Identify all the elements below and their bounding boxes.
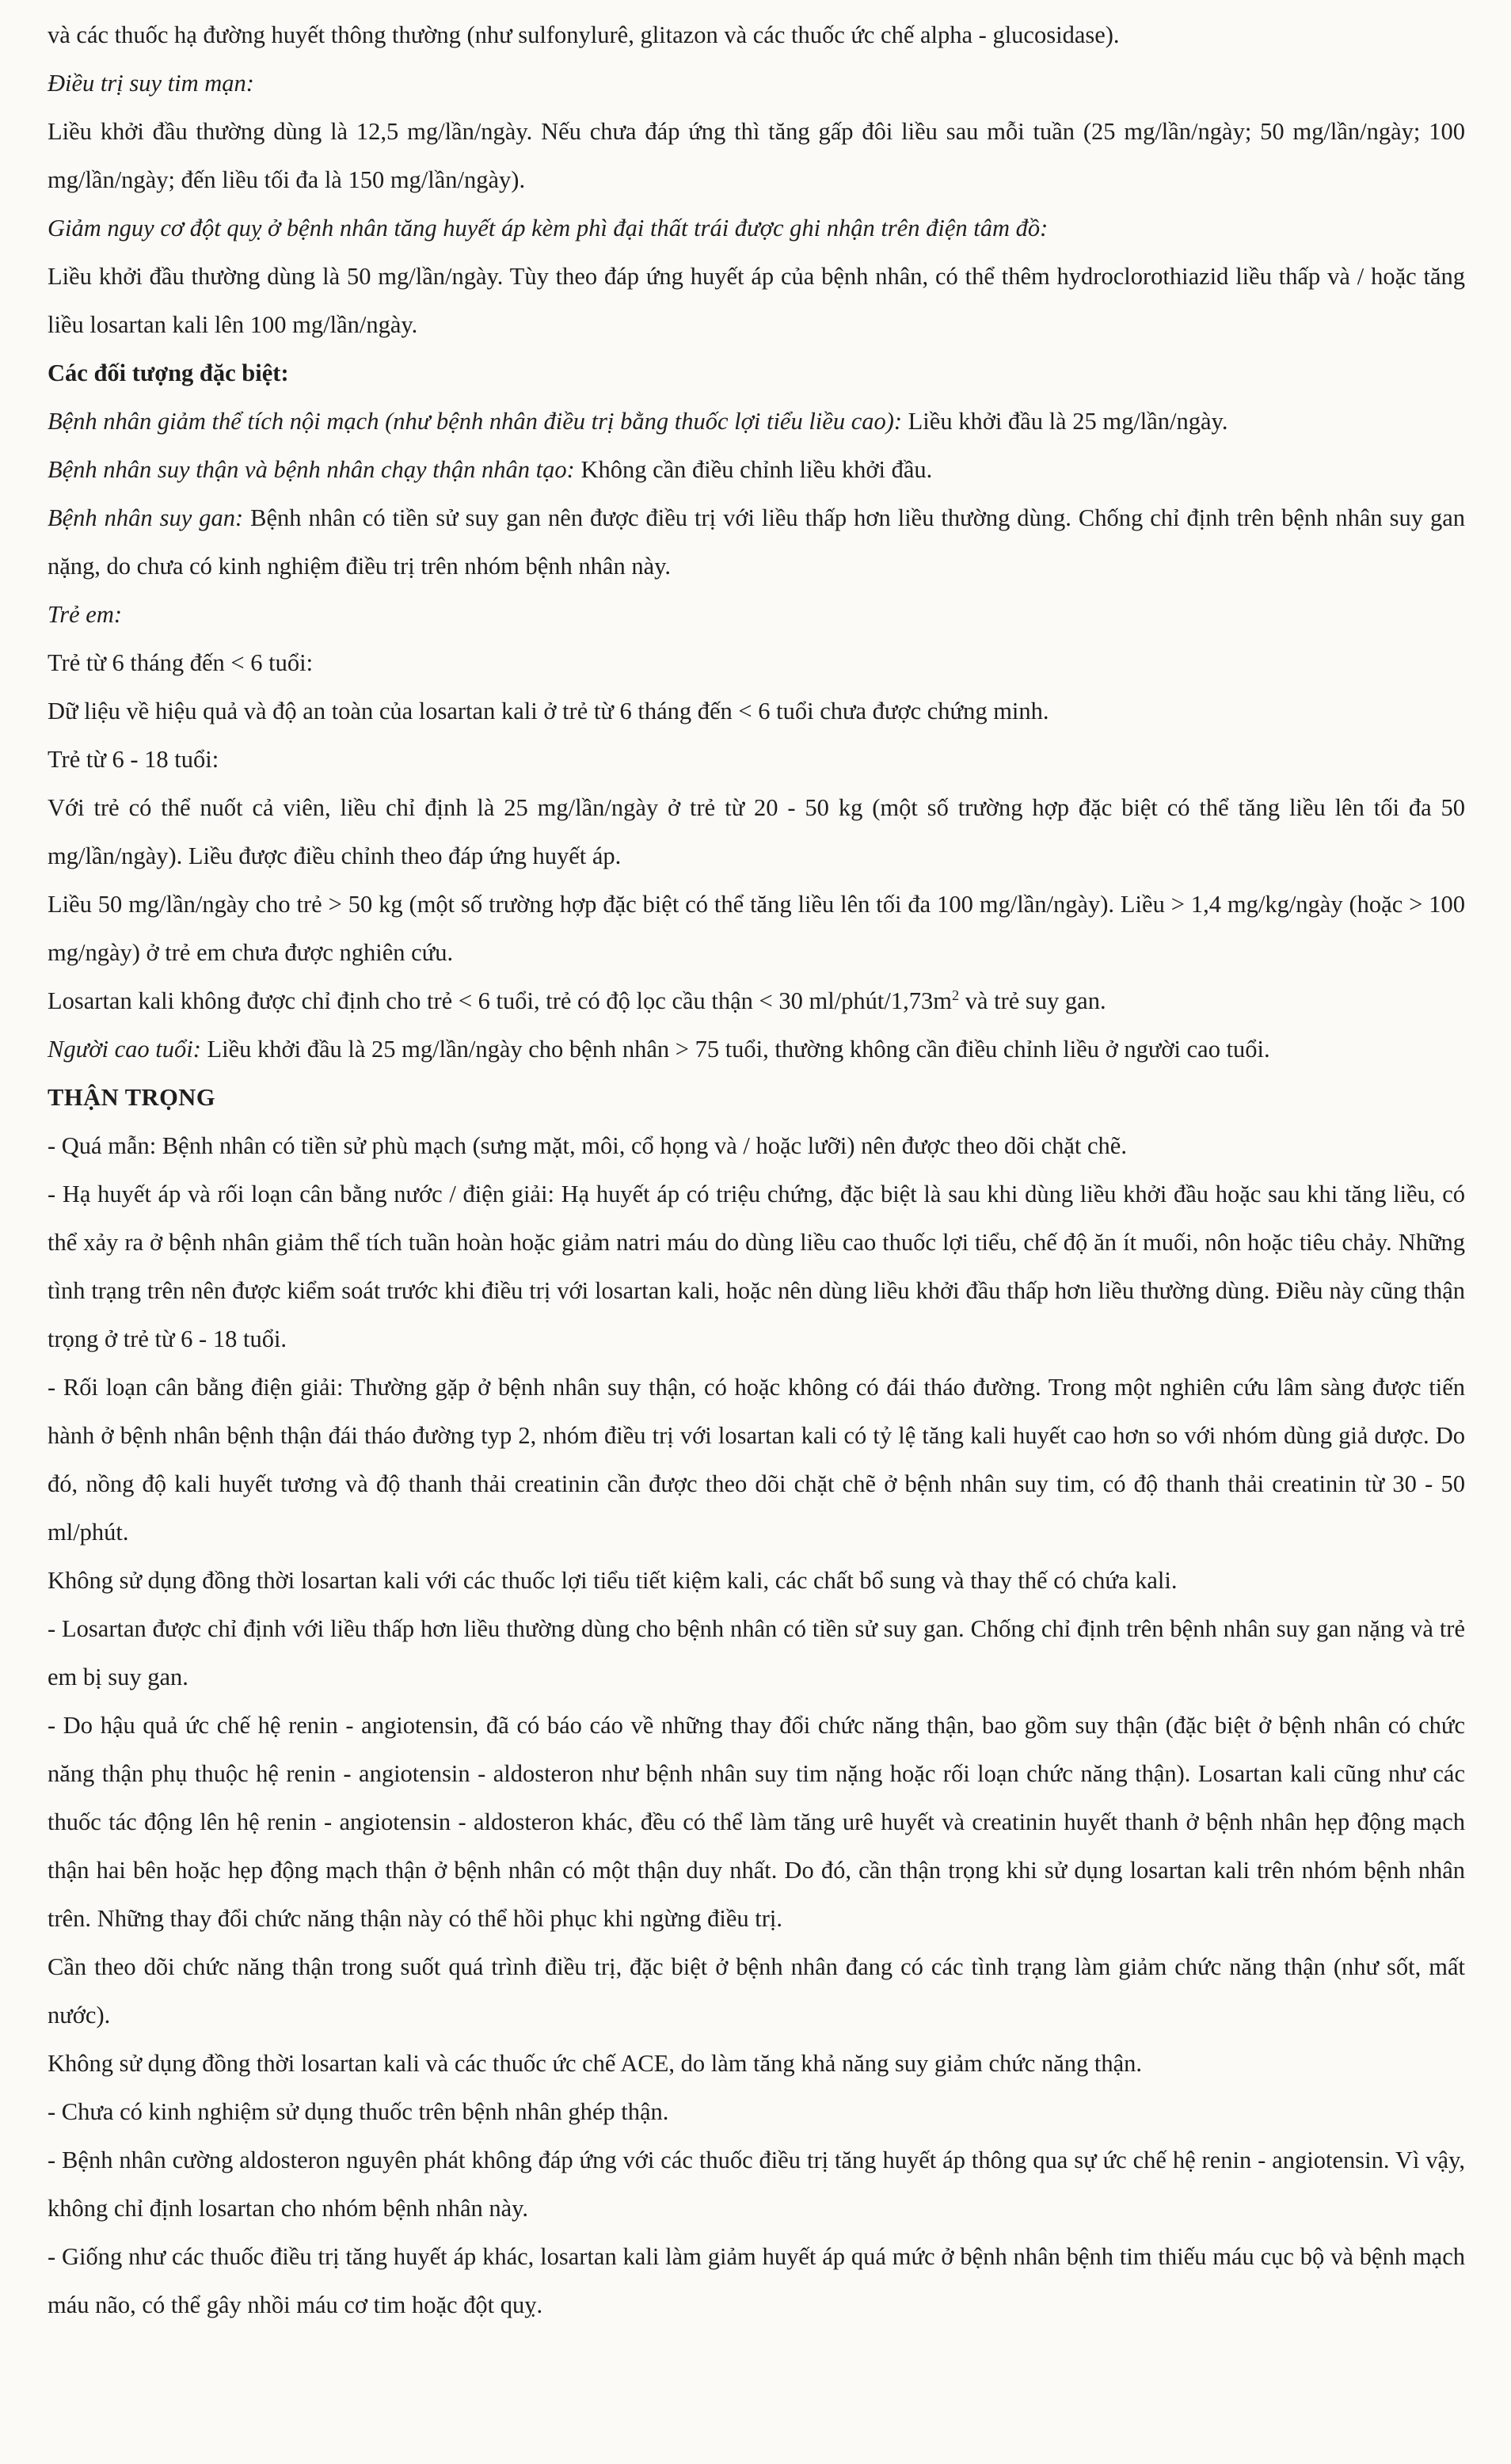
renal-impairment-label: Bệnh nhân suy thận và bệnh nhân chạy thận nhân tạo: [48,456,575,483]
caution-monitor-renal: Cần theo dõi chức năng thận trong suốt quá trình điều trị, đặc biệt ở bệnh nhân đang có các tình trạng làm giảm chức năng thận (như sốt, mất nước). [48,1953,1465,2029]
paragraph-renal-impairment [48,446,1465,494]
caution-hepatic: - Losartan được chỉ định với liều thấp hơn liều thường dùng cho bệnh nhân có tiền sử suy gan. Chống chỉ định trên bệnh nhân suy gan nặng và trẻ em bị suy gan. [48,1615,1465,1690]
children-4-text-b: và trẻ suy gan. [959,987,1106,1014]
caution-aldosteronism: - Bệnh nhân cường aldosteron nguyên phát không đáp ứng với các thuốc điều trị tăng huyết áp thông qua sự ức chế hệ renin - angiotensin. Vì vậy, không chỉ định losartan cho nhóm bệnh nhân này. [48,2146,1465,2222]
paragraph-hypoglycemic-drugs: và các thuốc hạ đường huyết thông thường (như sulfonylurê, glitazon và các thuốc ức chế alpha - glucosidase). [48,21,1120,48]
heading-special-populations: Các đối tượng đặc biệt: [48,359,289,386]
volume-depletion-text: Liều khởi đầu là 25 mg/lần/ngày. [902,408,1228,435]
paragraph-children-4 [48,977,1465,1025]
caution-electrolyte: - Rối loạn cân bằng điện giải: Thường gặp ở bệnh nhân suy thận, có hoặc không có đái tháo đường. Trong một nghiên cứu lâm sàng được tiến hành ở bệnh nhân bệnh thận đái tháo đường typ 2, nhóm điều trị với losartan kali có tỷ lệ tăng kali huyết cao hơn so với nhóm dùng giả dược. Do đó, nồng độ kali huyết tương và độ thanh thải creatinin cần được theo dõi chặt chẽ ở bệnh nhân suy tim, có độ thanh thải creatinin từ 30 - 50 ml/phút. [48,1374,1465,1546]
hepatic-impairment-label: Bệnh nhân suy gan: [48,504,244,531]
caution-kidney-transplant: - Chưa có kinh nghiệm sử dụng thuốc trên bệnh nhân ghép thận. [48,2098,669,2125]
renal-impairment-text: Không cần điều chỉnh liều khởi đầu. [574,456,933,483]
elderly-text: Liều khởi đầu là 25 mg/lần/ngày cho bệnh nhân > 75 tuổi, thường không cần điều chỉnh liều ở người cao tuổi. [200,1036,1270,1063]
paragraph-hepatic-impairment [48,494,1465,591]
caution-ischemic: - Giống như các thuốc điều trị tăng huyết áp khác, losartan kali làm giảm huyết áp quá mức ở bệnh nhân bệnh tim thiếu máu cục bộ và bệnh mạch máu não, có thể gây nhồi máu cơ tim hoặc đột quỵ. [48,2243,1465,2318]
children-4-text-a: Losartan kali không được chỉ định cho trẻ < 6 tuổi, trẻ có độ lọc cầu thận < 30 ml/phút/1,73m [48,987,952,1014]
children-age-group-1: Trẻ từ 6 tháng đến < 6 tuổi: [48,649,314,676]
heading-caution: THẬN TRỌNG [48,1084,216,1111]
elderly-label: Người cao tuổi: [48,1036,201,1063]
paragraph-heart-failure-dose: Liều khởi đầu thường dùng là 12,5 mg/lần/ngày. Nếu chưa đáp ứng thì tăng gấp đôi liều sau mỗi tuần (25 mg/lần/ngày; 50 mg/lần/ngày; 100 mg/lần/ngày; đến liều tối đa là 150 mg/lần/ngày). [48,118,1465,193]
paragraph-children-2: Với trẻ có thể nuốt cả viên, liều chỉ định là 25 mg/lần/ngày ở trẻ từ 20 - 50 kg (một số trường hợp đặc biệt có thể tăng liều lên tối đa 50 mg/lần/ngày). Liều được điều chỉnh theo đáp ứng huyết áp. [48,794,1465,869]
caution-hypersensitivity: - Quá mẫn: Bệnh nhân có tiền sử phù mạch (sưng mặt, môi, cổ họng và / hoặc lưỡi) nên được theo dõi chặt chẽ. [48,1132,1127,1159]
heading-stroke-risk: Giảm nguy cơ đột quỵ ở bệnh nhân tăng huyết áp kèm phì đại thất trái được ghi nhận trên điện tâm đồ: [48,215,1049,241]
heading-children: Trẻ em: [48,601,123,628]
paragraph-children-3: Liều 50 mg/lần/ngày cho trẻ > 50 kg (một số trường hợp đặc biệt có thể tăng liều lên tối đa 100 mg/lần/ngày). Liều > 1,4 mg/kg/ngày (hoặc > 100 mg/ngày) ở trẻ em chưa được nghiên cứu. [48,891,1465,966]
caution-ace-inhibitors: Không sử dụng đồng thời losartan kali và các thuốc ức chế ACE, do làm tăng khả năng suy giảm chức năng thận. [48,2050,1142,2077]
volume-depletion-label: Bệnh nhân giảm thể tích nội mạch (như bệnh nhân điều trị bằng thuốc lợi tiểu liều cao): [48,408,903,435]
caution-potassium-sparing: Không sử dụng đồng thời losartan kali với các thuốc lợi tiểu tiết kiệm kali, các chất bổ sung và thay thế có chứa kali. [48,1567,1178,1594]
caution-hypotension: - Hạ huyết áp và rối loạn cân bằng nước / điện giải: Hạ huyết áp có triệu chứng, đặc biệt là sau khi dùng liều khởi đầu hoặc sau khi tăng liều, có thể xảy ra ở bệnh nhân giảm thể tích tuần hoàn hoặc giảm natri máu do dùng liều cao thuốc lợi tiểu, chế độ ăn ít muối, nôn hoặc tiêu chảy. Những tình trạng trên nên được kiểm soát trước khi điều trị với losartan kali, hoặc nên dùng liều khởi đầu thấp hơn liều thường dùng. Điều này cũng thận trọng ở trẻ từ 6 - 18 tuổi. [48,1181,1465,1352]
paragraph-elderly [48,1025,1465,1074]
paragraph-stroke-risk-dose: Liều khởi đầu thường dùng là 50 mg/lần/ngày. Tùy theo đáp ứng huyết áp của bệnh nhân, có thể thêm hydroclorothiazid liều thấp và / hoặc tăng liều losartan kali lên 100 mg/lần/ngày. [48,263,1465,338]
children-age-group-2: Trẻ từ 6 - 18 tuổi: [48,746,219,773]
heading-heart-failure: Điều trị suy tim mạn: [48,70,254,97]
superscript-2: 2 [951,987,960,1003]
paragraph-volume-depletion [48,397,1465,446]
caution-renal-function: - Do hậu quả ức chế hệ renin - angiotensin, đã có báo cáo về những thay đổi chức năng thận, bao gồm suy thận (đặc biệt ở bệnh nhân có chức năng thận phụ thuộc hệ renin - angiotensin - aldosteron như bệnh nhân suy tim nặng hoặc rối loạn chức năng thận). Losartan kali cũng như các thuốc tác động lên hệ renin - angiotensin - aldosteron khác, đều có thể làm tăng urê huyết và creatinin huyết thanh ở bệnh nhân hẹp động mạch thận hai bên hoặc hẹp động mạch thận ở bệnh nhân có một thận duy nhất. Do đó, cần thận trọng khi sử dụng losartan kali trên nhóm bệnh nhân trên. Những thay đổi chức năng thận này có thể hồi phục khi ngừng điều trị. [48,1712,1465,1932]
hepatic-impairment-text: Bệnh nhân có tiền sử suy gan nên được điều trị với liều thấp hơn liều thường dùng. Chống chỉ định trên bệnh nhân suy gan nặng, do chưa có kinh nghiệm điều trị trên nhóm bệnh nhân này. [48,504,1466,580]
paragraph-children-1: Dữ liệu về hiệu quả và độ an toàn của losartan kali ở trẻ từ 6 tháng đến < 6 tuổi chưa được chứng minh. [48,698,1049,724]
